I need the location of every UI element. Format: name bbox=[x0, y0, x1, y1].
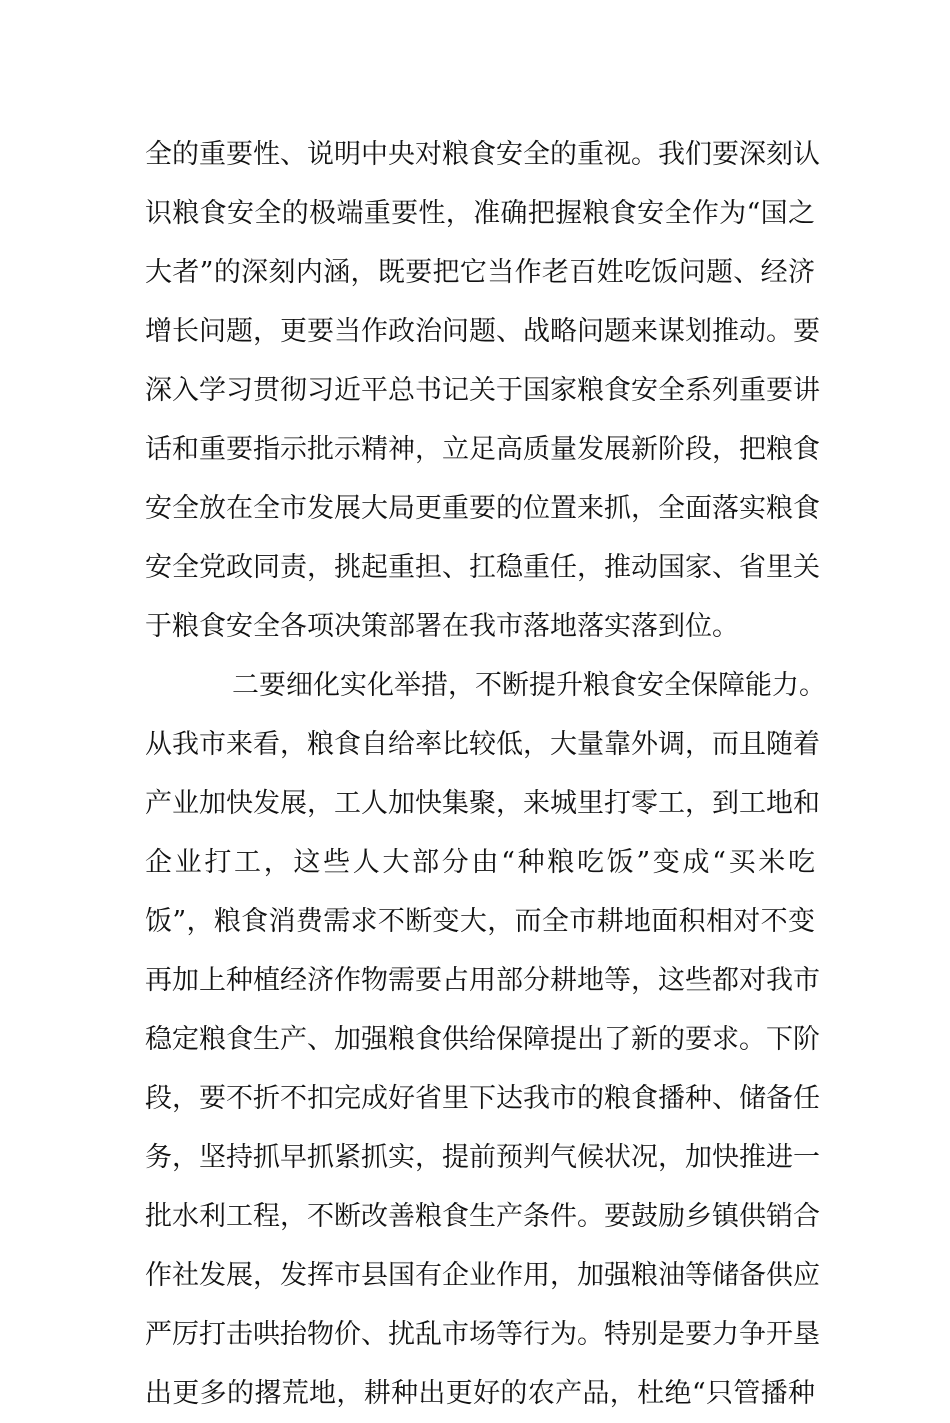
text-line: 出更多的撂荒地，耕种出更好的农产品，杜绝“只管播种 bbox=[145, 1378, 815, 1409]
text-line: 作社发展，发挥市县国有企业作用，加强粮油等储备供应 bbox=[145, 1260, 820, 1291]
text-line: 增长问题，更要当作政治问题、战略问题来谋划推动。要 bbox=[145, 316, 820, 347]
text-line: 饭”，粮食消费需求不断变大，而全市耕地面积相对不变 bbox=[145, 906, 815, 937]
text-line: 务，坚持抓早抓紧抓实，提前预判气候状况，加快推进一 bbox=[145, 1142, 820, 1173]
text-line: 识粮食安全的极端重要性，准确把握粮食安全作为“国之 bbox=[145, 198, 815, 229]
text-line: 段，要不折不扣完成好省里下达我市的粮食播种、储备任 bbox=[145, 1083, 820, 1114]
text-line: 严厉打击哄抬物价、扰乱市场等行为。特别是要力争开垦 bbox=[145, 1319, 820, 1350]
text-line: 安全放在全市发展大局更重要的位置来抓，全面落实粮食 bbox=[145, 493, 820, 524]
text-line: 产业加快发展，工人加快集聚，来城里打零工，到工地和 bbox=[145, 788, 820, 819]
text-line: 稳定粮食生产、加强粮食供给保障提出了新的要求。下阶 bbox=[145, 1024, 820, 1055]
text-line: 全的重要性、说明中央对粮食安全的重视。我们要深刻认 bbox=[145, 139, 820, 170]
text-line: 再加上种植经济作物需要占用部分耕地等，这些都对我市 bbox=[145, 965, 820, 996]
text-line: 企业打工，这些人大部分由“种粮吃饭”变成“买米吃 bbox=[145, 847, 815, 878]
body-text bbox=[145, 125, 826, 1423]
text-line: 安全党政同责，挑起重担、扛稳重任，推动国家、省里关 bbox=[145, 552, 820, 583]
text-line: 话和重要指示批示精神，立足高质量发展新阶段，把粮食 bbox=[145, 434, 820, 465]
paragraph-heading-line: 二要细化实化举措，不断提升粮食安全保障能力。 bbox=[232, 670, 826, 701]
text-line: 于粮食安全各项决策部署在我市落地落实落到位。 bbox=[145, 611, 739, 642]
text-line: 从我市来看，粮食自给率比较低，大量靠外调，而且随着 bbox=[145, 729, 820, 760]
text-line: 大者”的深刻内涵，既要把它当作老百姓吃饭问题、经济 bbox=[145, 257, 815, 288]
text-line: 深入学习贯彻习近平总书记关于国家粮食安全系列重要讲 bbox=[145, 375, 820, 406]
text-line: 批水利工程，不断改善粮食生产条件。要鼓励乡镇供销合 bbox=[145, 1201, 820, 1232]
